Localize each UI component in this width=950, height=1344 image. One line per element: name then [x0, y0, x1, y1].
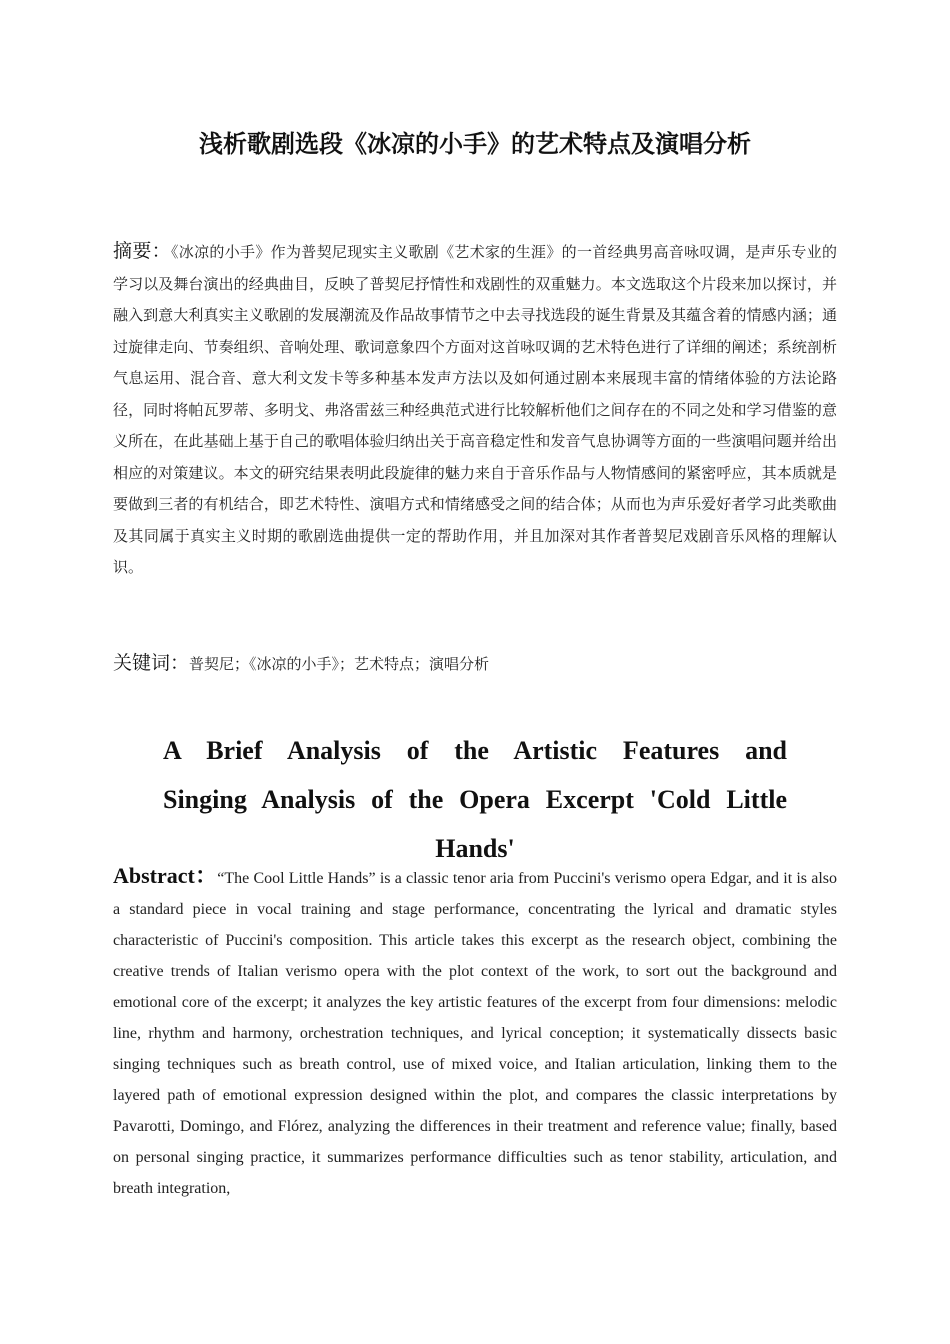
english-title: A Brief Analysis of the Artistic Features and Singing Analysis of the Opera Excerpt 'Cold Little Hands' [163, 736, 787, 863]
chinese-title: 浅析歌剧选段《冰凉的小手》的艺术特点及演唱分析 [199, 130, 751, 158]
chinese-keywords [113, 648, 837, 679]
english-abstract-label: Abstract： [113, 863, 218, 888]
english-abstract-text: “The Cool Little Hands” is a classic tenor aria from Puccini's verismo opera Edgar, and it is also a standard piece in vocal training and stage performance, concentrating the lyrical and dramatic styles characteristic of Puccini's composition. This article takes this excerpt as the research object, combining the creative trends of Italian verismo opera with the plot context of the work, to sort out the background and emotional core of the excerpt; it analyzes the key artistic features of the excerpt from four dimensions: melodic line, rhythm and harmony, orchestration techniques, and lyrical conception; it systematically dissects basic singing techniques such as breath control, use of mixed voice, and Italian articulation, linking them to the layered path of emotional expression designed within the plot, and compares the classic interpretations by Pavarotti, Domingo, and Flórez, analyzing the differences in their treatment and reference value; finally, based on personal singing practice, it summarizes performance difficulties such as tenor stability, articulation, and breath integration, [113, 870, 837, 1197]
chinese-keywords-text: 普契尼；《冰凉的小手》；艺术特点；演唱分析 [189, 655, 490, 673]
chinese-abstract-text: 《冰凉的小手》作为普契尼现实主义歌剧《艺术家的生涯》的一首经典男高音咏叹调，是声乐专业的学习以及舞台演出的经典曲目，反映了普契尼抒情性和戏剧性的双重魅力。本文选取这个片段来加以探讨，并融入到意大利真实主义歌剧的发展潮流及作品故事情节之中去寻找选段的诞生背景及其蕴含着的情感内涵；通过旋律走向、节奏组织、音响处理、歌词意象四个方面对这首咏叹调的艺术特色进行了详细的阐述；系统剖析气息运用、混合音、意大利文发卡等多种基本发声方法以及如何通过剧本来展现丰富的情绪体验的方法论路径，同时将帕瓦罗蒂、多明戈、弗洛雷兹三种经典范式进行比较解析他们之间存在的不同之处和学习借鉴的意义所在，在此基础上基于自己的歌唱体验归纳出关于高音稳定性和发音气息协调等方面的一些演唱问题并给出相应的对策建议。本文的研究结果表明此段旋律的魅力来自于音乐作品与人物情感间的紧密呼应，其本质就是要做到三者的有机结合，即艺术特性、演唱方式和情绪感受之间的结合体；从而也为声乐爱好者学习此类歌曲及其同属于真实主义时期的歌剧选曲提供一定的帮助作用，并且加深对其作者普契尼戏剧音乐风格的理解认识。 [113, 243, 837, 576]
chinese-abstract-label: 摘要： [113, 240, 171, 262]
chinese-keywords-label: 关键词： [113, 652, 190, 674]
english-abstract [113, 860, 837, 1204]
chinese-abstract [113, 236, 837, 584]
